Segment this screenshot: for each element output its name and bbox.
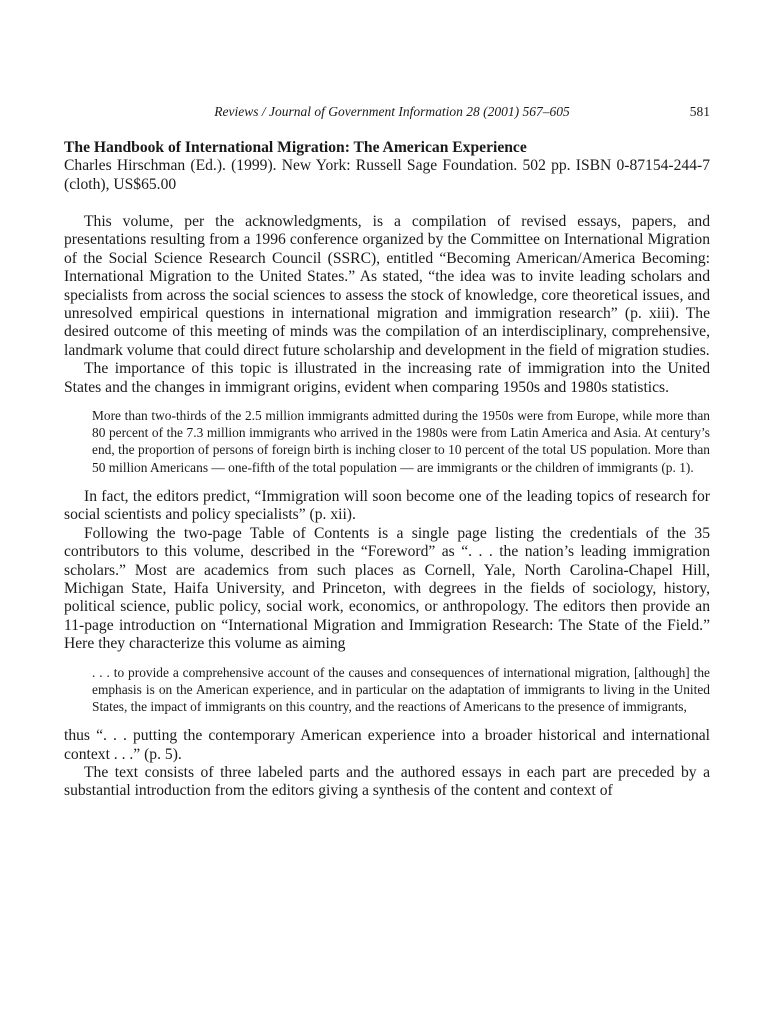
paragraph: The text consists of three labeled parts and the authored essays in each part are preceded by a substantial introduction from the editors giving a synthesis of the content and context of bbox=[64, 763, 710, 800]
book-reference bbox=[64, 139, 710, 194]
review-body bbox=[64, 213, 710, 801]
block-quote: . . . to provide a comprehensive account of the causes and consequences of international migration, [although] the emphasis is on the American experience, and in particular on the adaptation of immigrants to living in the United States, the impact of immigrants on this country, and the reactions of Americans to the presence of immigrants, bbox=[92, 664, 710, 714]
journal-page bbox=[64, 0, 710, 1024]
paragraph: Following the two-page Table of Contents is a single page listing the credentials of the 35 contributors to this volume, described in the “Foreword” as “. . . the nation’s leading immigration scholars.” Most are academics from such places as Cornell, Yale, North Carolina-Chapel Hill, Michigan State, Haifa University, and Princeton, with degrees in the fields of sociology, history, political science, public policy, social work, economics, or anthropology. The editors then provide an 11-page introduction on “International Migration and Immigration Research: The State of the Field.” Here they characterize this volume as aiming bbox=[64, 524, 710, 653]
page-number: 581 bbox=[689, 104, 710, 119]
running-header bbox=[64, 103, 710, 121]
paragraph: In fact, the editors predict, “Immigration will soon become one of the leading topics of research for social scientists and policy specialists” (p. xii). bbox=[64, 487, 710, 524]
book-title: The Handbook of International Migration: The American Experience bbox=[64, 139, 527, 156]
book-citation: Charles Hirschman (Ed.). (1999). New York: Russell Sage Foundation. 502 pp. ISBN 0-87154-244-7 (cloth), US$65.00 bbox=[64, 157, 710, 193]
paragraph: This volume, per the acknowledgments, is a compilation of revised essays, papers, and presentations resulting from a 1996 conference organized by the Committee on International Migration of the Social Science Research Council (SSRC), entitled “Becoming American/America Becoming: International Migration to the United States.” As stated, “the idea was to invite leading scholars and specialists from across the social sciences to assess the stock of knowledge, core theoretical issues, and unresolved empirical questions in international migration and immigration research” (p. xiii). The desired outcome of this meeting of minds was the compilation of an interdisciplinary, comprehensive, landmark volume that could direct future scholarship and development in the field of migration studies. bbox=[64, 213, 710, 359]
block-quote: More than two-thirds of the 2.5 million immigrants admitted during the 1950s were from Europe, while more than 80 percent of the 7.3 million immigrants who arrived in the 1980s were from Latin America and Asia. At century’s end, the proportion of persons of foreign birth is inching closer to 10 percent of the total US population. More than 50 million Americans — one-fifth of the total population — are immigrants or the children of immigrants (p. 1). bbox=[92, 408, 710, 475]
paragraph: The importance of this topic is illustrated in the increasing rate of immigration into the United States and the changes in immigrant origins, evident when comparing 1950s and 1980s statistics. bbox=[64, 360, 710, 396]
paragraph-continuation: thus “. . . putting the contemporary American experience into a broader historical and international context . . .” (p. 5). bbox=[64, 727, 710, 763]
running-title: Reviews / Journal of Government Information 28 (2001) 567–605 bbox=[214, 104, 570, 119]
